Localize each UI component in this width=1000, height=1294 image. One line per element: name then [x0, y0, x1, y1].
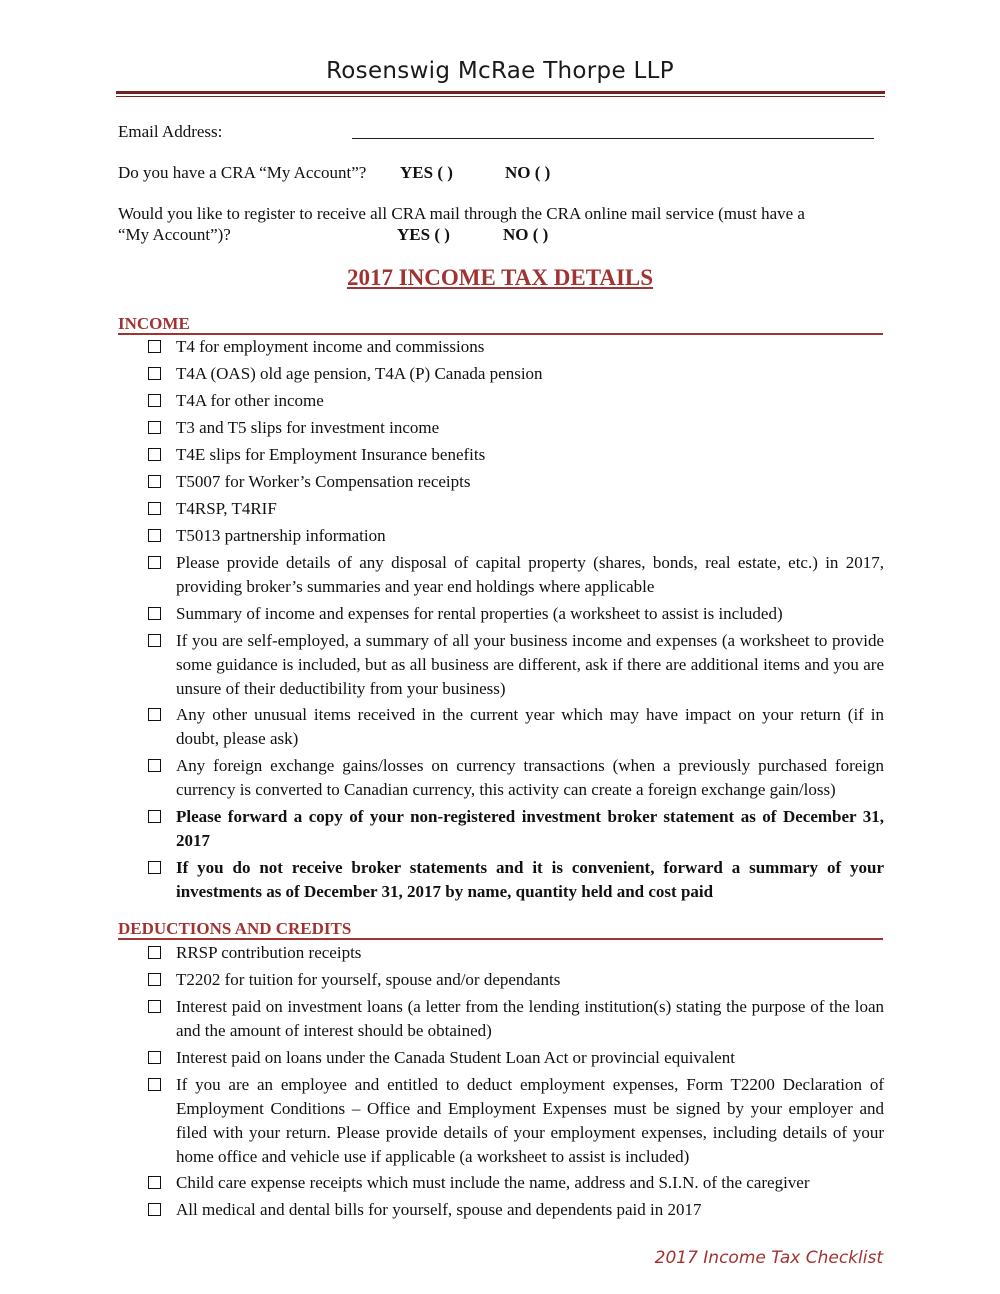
- checkbox[interactable]: [148, 502, 161, 515]
- mail-question-line1: Would you like to register to receive all CRA mail through the CRA online mail service (must have a: [118, 204, 805, 223]
- checklist-item[interactable]: Summary of income and expenses for rental properties (a worksheet to assist is included): [148, 602, 884, 626]
- section-heading-income: INCOME: [118, 314, 883, 335]
- checklist-item[interactable]: Child care expense receipts which must include the name, address and S.I.N. of the caregiver: [148, 1171, 884, 1195]
- checklist-item[interactable]: Interest paid on loans under the Canada Student Loan Act or provincial equivalent: [148, 1046, 884, 1070]
- checklist-item[interactable]: Interest paid on investment loans (a letter from the lending institution(s) stating the purpose of the loan and the amount of interest should be obtained): [148, 995, 884, 1043]
- checklist-item[interactable]: T4A (OAS) old age pension, T4A (P) Canada pension: [148, 362, 884, 386]
- checklist-item[interactable]: Please provide details of any disposal of capital property (shares, bonds, real estate, etc.) in 2017, providing broker’s summaries and year end holdings where applicable: [148, 551, 884, 599]
- checkbox[interactable]: [148, 421, 161, 434]
- checkbox[interactable]: [148, 367, 161, 380]
- checkbox[interactable]: [148, 448, 161, 461]
- cra-question: Do you have a CRA “My Account”?: [118, 163, 367, 182]
- checklist-item[interactable]: T4E slips for Employment Insurance benefits: [148, 443, 884, 467]
- checkbox[interactable]: [148, 607, 161, 620]
- checklist-item[interactable]: If you are an employee and entitled to deduct employment expenses, Form T2200 Declaration of Employment Conditions – Office and Employment Expenses must be signed by your employer and filed with your return. Please provide details of your employment expenses, including details of your home office and vehicle use if applicable (a worksheet to assist is included): [148, 1073, 884, 1169]
- checkbox[interactable]: [148, 759, 161, 772]
- mail-yes-option[interactable]: YES ( ): [397, 225, 450, 244]
- checklist-item[interactable]: T4 for employment income and commissions: [148, 335, 884, 359]
- email-field[interactable]: [352, 138, 874, 139]
- checklist-item[interactable]: If you are self-employed, a summary of all your business income and expenses (a worksheet to provide some guidance is included, but as all business are different, ask if there are additional items and you are unsure of their deductibility from your business): [148, 629, 884, 701]
- checklist-item[interactable]: T4RSP, T4RIF: [148, 497, 884, 521]
- checklist-item[interactable]: Any other unusual items received in the current year which may have impact on your return (if in doubt, please ask): [148, 703, 884, 751]
- checklist-item[interactable]: T3 and T5 slips for investment income: [148, 416, 884, 440]
- checkbox[interactable]: [148, 973, 161, 986]
- checkbox[interactable]: [148, 861, 161, 874]
- checkbox[interactable]: [148, 708, 161, 721]
- cra-yes-option[interactable]: YES ( ): [400, 163, 453, 182]
- checklist-item[interactable]: All medical and dental bills for yourself, spouse and dependents paid in 2017: [148, 1198, 884, 1222]
- checkbox[interactable]: [148, 634, 161, 647]
- checkbox[interactable]: [148, 340, 161, 353]
- header-rule-thick: [116, 91, 885, 94]
- checkbox[interactable]: [148, 475, 161, 488]
- checkbox[interactable]: [148, 394, 161, 407]
- checklist-item[interactable]: Any foreign exchange gains/losses on currency transactions (when a previously purchased foreign currency is converted to Canadian currency, this activity can create a foreign exchange gain/loss): [148, 754, 884, 802]
- checkbox[interactable]: [148, 1176, 161, 1189]
- header-rule-thin: [116, 96, 885, 97]
- checklist-item[interactable]: T5007 for Worker’s Compensation receipts: [148, 470, 884, 494]
- mail-question-line2: “My Account”)?: [118, 225, 231, 244]
- firm-name: Rosenswig McRae Thorpe LLP: [326, 58, 674, 84]
- checkbox[interactable]: [148, 1051, 161, 1064]
- email-label: Email Address:: [118, 122, 223, 141]
- checklist-item[interactable]: T5013 partnership information: [148, 524, 884, 548]
- section-heading-deductions: DEDUCTIONS AND CREDITS: [118, 919, 883, 940]
- mail-no-option[interactable]: NO ( ): [503, 225, 549, 244]
- checkbox[interactable]: [148, 946, 161, 959]
- checkbox[interactable]: [148, 1000, 161, 1013]
- checkbox[interactable]: [148, 1078, 161, 1091]
- page-title: 2017 INCOME TAX DETAILS: [346, 265, 654, 290]
- cra-no-option[interactable]: NO ( ): [505, 163, 551, 182]
- checkbox[interactable]: [148, 810, 161, 823]
- checklist-item[interactable]: T4A for other income: [148, 389, 884, 413]
- footer-label: 2017 Income Tax Checklist: [654, 1248, 883, 1268]
- checkbox[interactable]: [148, 1203, 161, 1216]
- checkbox[interactable]: [148, 529, 161, 542]
- checklist-item[interactable]: Please forward a copy of your non-registered investment broker statement as of December 31, 2017: [148, 805, 884, 853]
- checklist-item[interactable]: RRSP contribution receipts: [148, 941, 884, 965]
- checklist-item[interactable]: If you do not receive broker statements and it is convenient, forward a summary of your investments as of December 31, 2017 by name, quantity held and cost paid: [148, 856, 884, 904]
- checklist-item[interactable]: T2202 for tuition for yourself, spouse and/or dependants: [148, 968, 884, 992]
- checkbox[interactable]: [148, 556, 161, 569]
